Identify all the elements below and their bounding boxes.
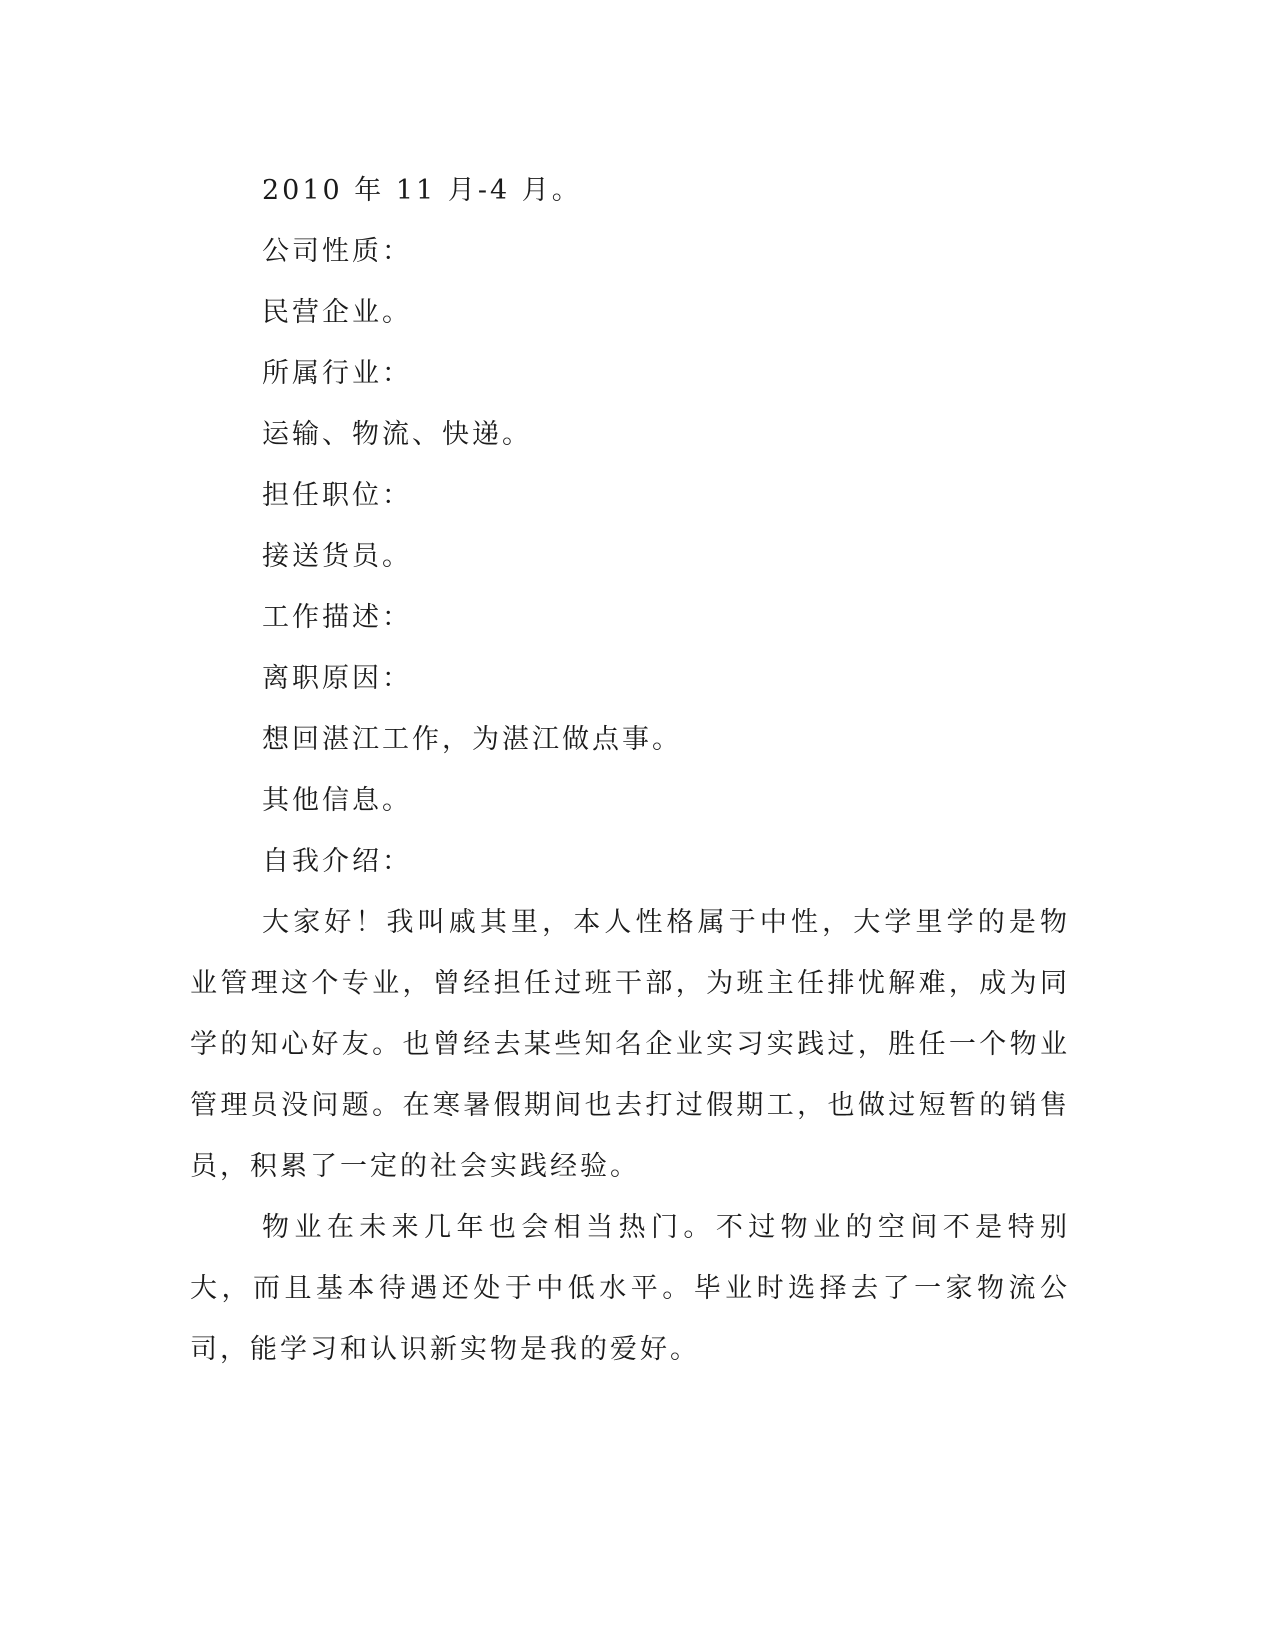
industry-value: 运输、物流、快递。 [262,419,532,450]
other-info-label: 其他信息。 [262,785,412,816]
company-type-label: 公司性质： [262,236,412,267]
document-body [190,160,1070,1380]
industry-label: 所属行业： [262,358,412,389]
leaving-reason-value: 想回湛江工作，为湛江做点事。 [262,724,682,755]
work-period-line: 2010 年 11 月-4 月。 [262,175,582,206]
self-intro-label: 自我介绍： [262,846,412,877]
job-description-label: 工作描述： [262,602,412,633]
career-paragraph: 物业在未来几年也会相当热门。不过物业的空间不是特别大，而且基本待遇还处于中低水平。毕业时选择去了一家物流公司，能学习和认识新实物是我的爱好。 [190,1212,1070,1365]
self-intro-paragraph: 大家好！我叫戚其里，本人性格属于中性，大学里学的是物业管理这个专业，曾经担任过班干部，为班主任排忧解难，成为同学的知心好友。也曾经去某些知名企业实习实践过，胜任一个物业管理员没问题。在寒暑假期间也去打过假期工，也做过短暂的销售员，积累了一定的社会实践经验。 [190,907,1070,1182]
leaving-reason-label: 离职原因： [262,663,412,694]
position-label: 担任职位： [262,480,412,511]
position-value: 接送货员。 [262,541,412,572]
company-type-value: 民营企业。 [262,297,412,328]
